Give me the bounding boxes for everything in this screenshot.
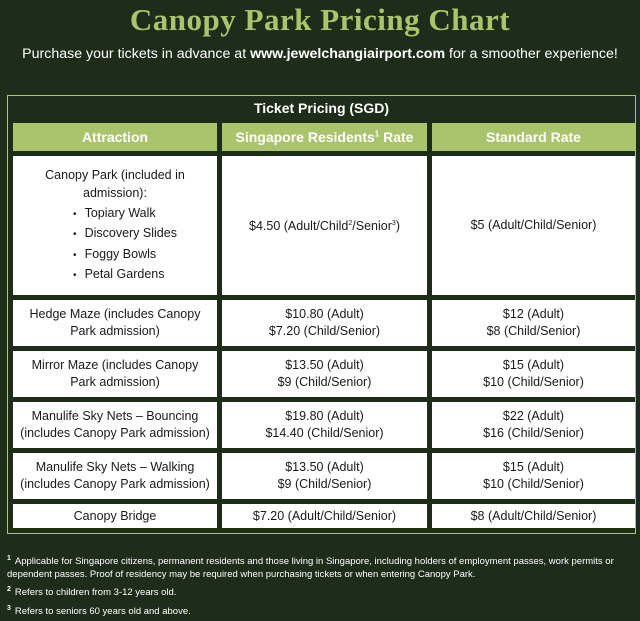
price-line: $10 (Child/Senior) [483, 375, 584, 389]
standard-price [432, 351, 635, 397]
attraction-hedge-maze [13, 300, 217, 346]
standard-price [432, 300, 635, 346]
price-line: $10.80 (Adult) [285, 307, 364, 321]
table-row-canopy-park [13, 156, 635, 295]
header-residents-text: Singapore Residents [235, 129, 375, 145]
footnote [7, 603, 632, 619]
attraction-name-line: Park admission) [70, 324, 160, 338]
price-line: $19.80 (Adult) [285, 409, 364, 423]
price-line: $12 (Adult) [502, 307, 565, 321]
table-row [13, 351, 635, 397]
attraction-name-line: Manulife Sky Nets – Walking [35, 460, 195, 474]
standard-price-canopy-park: $5 (Adult/Child/Senior) [432, 156, 635, 295]
page-title: Canopy Park Pricing Chart [129, 2, 511, 37]
footnote-mark: 2 [348, 220, 353, 228]
subtitle [0, 46, 640, 62]
resident-price [222, 453, 427, 499]
attraction-name-line: (includes Canopy Park admission) [20, 477, 210, 491]
attraction-name-line: admission): [83, 185, 147, 200]
footnote-text: Applicable for Singapore citizens, permanent residents and those living in Singapore, including holders of employment passes, work permits or dependent passes. Proof of residency may be required when purchasing tickets or when entering Canopy Park. [7, 556, 614, 580]
header-standard-rate: Standard Rate [432, 123, 635, 151]
price-line: $14.40 (Child/Senior) [265, 426, 384, 440]
resident-price [222, 351, 427, 397]
footnote-text: Refers to seniors 60 years old and above. [14, 605, 191, 617]
footnote-text: Refers to children from 3-12 years old. [14, 587, 177, 599]
table-row [13, 402, 635, 448]
attraction-name-line: (includes Canopy Park admission) [20, 426, 210, 440]
price-line: $9 (Child/Senior) [277, 477, 372, 491]
resident-price [222, 300, 427, 346]
list-item: • Discovery Slides [73, 224, 177, 245]
attraction-name-line: Hedge Maze (includes Canopy [29, 307, 201, 321]
attraction-name-line: Canopy Park (included in [45, 167, 185, 182]
header-attraction: Attraction [13, 123, 217, 151]
price-text: $4.50 (Adult/Child [249, 219, 349, 234]
table-row [13, 300, 635, 346]
standard-price [432, 402, 635, 448]
footnote-mark: 1 [7, 555, 11, 562]
subtitle-prefix: Purchase your tickets in advance at [22, 46, 247, 62]
list-item: • Topiary Walk [73, 204, 177, 225]
pricing-table [8, 118, 640, 533]
table-row-canopy-bridge [13, 504, 635, 528]
resident-price-canopy-park [222, 156, 427, 295]
attraction-name-line: Manulife Sky Nets – Bouncing [31, 409, 199, 423]
header-row [13, 123, 635, 151]
attraction-sky-nets-bouncing [13, 402, 217, 448]
footnote [7, 584, 632, 600]
resident-price: $7.20 (Adult/Child/Senior) [222, 504, 427, 528]
footnote-mark: 3 [391, 220, 396, 228]
price-text: /Senior [352, 219, 392, 234]
attraction-name-line: Park admission) [70, 375, 160, 389]
price-text: ) [395, 219, 400, 234]
resident-price [222, 402, 427, 448]
price-line: $7.20 (Child/Senior) [268, 324, 381, 338]
price-line: $10 (Child/Senior) [483, 477, 584, 491]
table-row [13, 453, 635, 499]
list-item: • Petal Gardens [73, 265, 177, 286]
footnote-mark: 3 [7, 604, 11, 612]
price-line: $13.50 (Adult) [285, 460, 364, 474]
price-line: $9 (Child/Senior) [277, 375, 372, 389]
list-item: • Foggy Bowls [73, 245, 177, 266]
attraction-name-line: Mirror Maze (includes Canopy [31, 358, 199, 372]
website-url: www.jewelchangiairport.com [250, 46, 446, 62]
price-line: $15 (Adult) [502, 460, 565, 474]
footnotes [7, 553, 632, 621]
footnote [7, 553, 632, 581]
standard-price [432, 453, 635, 499]
table-caption: Ticket Pricing (SGD) [253, 100, 390, 116]
standard-price: $8 (Adult/Child/Senior) [432, 504, 635, 528]
attraction-mirror-maze [13, 351, 217, 397]
footnote-mark: 1 [374, 129, 380, 139]
attraction-canopy-park [13, 156, 217, 295]
price-line: $8 (Child/Senior) [486, 324, 581, 338]
pricing-table-container [7, 95, 636, 534]
price-line: $16 (Child/Senior) [483, 426, 584, 440]
footnote-mark: 2 [7, 586, 11, 594]
price-line: $13.50 (Adult) [285, 358, 364, 372]
attraction-sky-nets-walking [13, 453, 217, 499]
attraction-canopy-bridge: Canopy Bridge [13, 504, 217, 528]
header-residents-rate [222, 123, 427, 151]
price-line: $15 (Adult) [502, 358, 565, 372]
subtitle-suffix: for a smoother experience! [449, 46, 618, 62]
header-residents-suffix: Rate [383, 129, 414, 145]
price-line: $22 (Adult) [502, 409, 565, 423]
canopy-features-list [73, 204, 177, 286]
